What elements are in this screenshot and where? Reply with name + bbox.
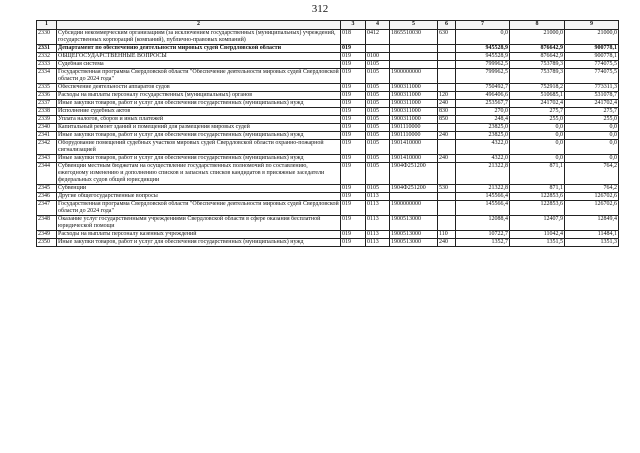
amount-year1-cell: 4322,0	[456, 140, 510, 155]
target-code-cell	[390, 61, 438, 69]
table-row	[37, 163, 619, 185]
amount-year3-cell: 126702,6	[565, 201, 619, 216]
section-code-cell	[366, 45, 390, 53]
section-code-cell: 0105	[366, 100, 390, 108]
table-row	[37, 92, 619, 100]
expense-type-cell	[438, 140, 456, 155]
amount-year3-cell: 255,0	[565, 116, 619, 124]
target-code-cell: 1904Ф251200	[390, 163, 438, 185]
row-name-cell: Государственная программа Свердловской области "Обеспечение деятельности мировых судей Свердловской области до 2024 года"	[58, 69, 339, 82]
amount-year2-cell: 0,0	[510, 140, 565, 155]
target-code-cell: 1900311000	[390, 116, 438, 124]
row-number-cell: 2342	[37, 140, 57, 155]
amount-year1-cell: 945528,9	[456, 45, 510, 53]
amount-year2-cell: 752918,2	[510, 84, 565, 92]
target-code-cell: 1901110000	[390, 124, 438, 132]
table-row	[37, 216, 619, 231]
target-code-cell: 1900311000	[390, 92, 438, 100]
target-code-cell: 1900513000	[390, 239, 438, 247]
amount-year3-cell: 0,0	[565, 140, 619, 155]
expense-type-cell: 630	[438, 30, 456, 45]
amount-year3-cell: 126702,6	[565, 193, 619, 201]
column-header: 7	[456, 21, 510, 30]
amount-year1-cell: 0,0	[456, 30, 510, 45]
row-name-cell: Уплата налогов, сборов и иных платежей	[57, 116, 341, 124]
row-number-cell: 2347	[37, 201, 57, 216]
amount-year2-cell: 11042,4	[510, 231, 565, 239]
row-number-cell: 2346	[37, 193, 57, 201]
column-header: 8	[510, 21, 565, 30]
column-header: 9	[565, 21, 619, 30]
ministry-code-cell: 019	[341, 155, 366, 163]
column-header: 6	[438, 21, 456, 30]
amount-year2-cell: 876642,9	[510, 45, 565, 53]
target-code-cell: 1900513000	[390, 216, 438, 231]
amount-year1-cell: 253567,7	[456, 100, 510, 108]
amount-year3-cell: 12849,4	[565, 216, 619, 231]
table-row	[37, 201, 619, 216]
amount-year2-cell: 753789,3	[510, 61, 565, 69]
amount-year1-cell: 23825,0	[456, 132, 510, 140]
amount-year2-cell: 122853,6	[510, 193, 565, 201]
ministry-code-cell: 019	[341, 132, 366, 140]
target-code-cell: 1901110000	[390, 132, 438, 140]
expense-type-cell	[438, 124, 456, 132]
table-row	[37, 124, 619, 132]
row-name-cell: Другие общегосударственные вопросы	[57, 193, 341, 201]
amount-year1-cell: 799962,5	[456, 69, 510, 84]
row-name-cell: Иные закупки товаров, работ и услуг для обеспечения государственных (муниципальных) нужд	[57, 132, 341, 140]
row-name-cell: Иные закупки товаров, работ и услуг для обеспечения государственных (муниципальных) нужд	[57, 100, 341, 108]
page-number: 312	[311, 3, 329, 15]
amount-year2-cell: 275,7	[510, 108, 565, 116]
amount-year2-cell: 241702,4	[510, 100, 565, 108]
row-number-cell: 2330	[37, 30, 57, 45]
column-header: 1	[37, 21, 57, 30]
ministry-code-cell: 019	[341, 69, 366, 84]
amount-year1-cell: 248,4	[456, 116, 510, 124]
ministry-code-cell: 019	[341, 163, 366, 185]
amount-year1-cell: 496406,6	[456, 92, 510, 100]
column-header: 2	[57, 21, 341, 30]
section-code-cell: 0105	[366, 155, 390, 163]
section-code-cell: 0113	[366, 193, 390, 201]
ministry-code-cell: 018	[341, 30, 366, 45]
table-row	[37, 140, 619, 155]
section-code-cell: 0105	[366, 92, 390, 100]
table-row	[37, 155, 619, 163]
expense-type-cell	[438, 216, 456, 231]
table-row	[37, 45, 619, 53]
target-code-cell: 1900311000	[390, 100, 438, 108]
section-code-cell: 0105	[366, 124, 390, 132]
amount-year1-cell: 10722,7	[456, 231, 510, 239]
amount-year3-cell: 11484,1	[565, 231, 619, 239]
row-number-cell: 2345	[37, 185, 57, 193]
table-row	[37, 231, 619, 239]
target-code-cell: 1900311000	[390, 84, 438, 92]
section-code-cell: 0113	[366, 216, 390, 231]
amount-year2-cell: 0,0	[510, 124, 565, 132]
target-code-cell: 1900000000	[390, 69, 438, 84]
target-code-cell	[390, 53, 438, 61]
row-name-cell: Судебная система	[57, 61, 341, 69]
amount-year3-cell: 275,7	[565, 108, 619, 116]
row-name-cell: Субвенции местным бюджетам на осуществление государственных полномочий по составлению, ежегодному изменению и дополнению списков и запасных списков кандидатов в присяжные заседатели федеральных судов общей юрисдикции	[57, 163, 341, 185]
amount-year2-cell: 510685,1	[510, 92, 565, 100]
amount-year2-cell: 12407,9	[510, 216, 565, 231]
target-code-cell: 1901410000	[390, 155, 438, 163]
row-name-cell: Оборудование помещений судебных участков мировых судей Свердловской области охранно-пожарной сигнализацией	[57, 140, 341, 155]
table-row	[37, 100, 619, 108]
row-name-cell: Расходы на выплаты персоналу казенных учреждений	[57, 231, 341, 239]
row-number-cell: 2332	[37, 53, 57, 61]
section-code-cell: 0105	[366, 108, 390, 116]
row-number-cell: 2338	[37, 108, 57, 116]
amount-year1-cell: 1352,7	[456, 239, 510, 247]
amount-year1-cell: 750492,7	[456, 84, 510, 92]
section-code-cell: 0113	[366, 239, 390, 247]
amount-year1-cell: 12088,4	[456, 216, 510, 231]
row-number-cell: 2348	[37, 216, 57, 231]
ministry-code-cell: 019	[341, 124, 366, 132]
amount-year2-cell: 21000,0	[510, 30, 565, 45]
section-code-cell: 0105	[366, 132, 390, 140]
row-number-cell: 2336	[37, 92, 57, 100]
table-row	[37, 61, 619, 69]
expense-type-cell: 530	[438, 185, 456, 193]
table-row	[37, 193, 619, 201]
table-body	[37, 30, 619, 247]
section-code-cell: 0105	[366, 163, 390, 185]
ministry-code-cell: 019	[341, 100, 366, 108]
column-header: 4	[366, 21, 390, 30]
expense-type-cell: 240	[438, 239, 456, 247]
row-name-cell: Оказание услуг государственными учреждениями Свердловской области в сфере оказания бесплатной юридической помощи	[57, 216, 341, 231]
section-code-cell: 0100	[366, 53, 390, 61]
row-name-cell: Иные закупки товаров, работ и услуг для обеспечения государственных (муниципальных) нужд	[57, 239, 341, 247]
amount-year1-cell: 145566,4	[456, 193, 510, 201]
amount-year2-cell: 0,0	[510, 155, 565, 163]
target-code-cell: 1900513000	[390, 231, 438, 239]
expense-type-cell	[438, 193, 456, 201]
section-code-cell: 0105	[366, 140, 390, 155]
section-code-cell: 0105	[366, 84, 390, 92]
amount-year3-cell: 0,0	[565, 155, 619, 163]
ministry-code-cell: 019	[341, 193, 366, 201]
table-header-row	[37, 21, 619, 30]
ministry-code-cell: 019	[341, 116, 366, 124]
target-code-cell	[390, 193, 438, 201]
expense-type-cell	[438, 201, 456, 216]
row-name-cell: Обеспечение деятельности аппаратов судов	[57, 84, 341, 92]
amount-year2-cell: 1351,5	[510, 239, 565, 247]
amount-year1-cell: 4322,0	[456, 155, 510, 163]
amount-year1-cell: 270,0	[456, 108, 510, 116]
ministry-code-cell: 019	[341, 108, 366, 116]
expense-type-cell	[438, 163, 456, 185]
amount-year1-cell: 799962,5	[456, 61, 510, 69]
amount-year1-cell: 21322,8	[456, 163, 510, 185]
amount-year1-cell: 23825,0	[456, 124, 510, 132]
row-number-cell: 2349	[37, 231, 57, 239]
expense-type-cell	[438, 53, 456, 61]
section-code-cell: 0113	[366, 231, 390, 239]
amount-year2-cell: 753789,3	[510, 69, 565, 84]
amount-year3-cell: 1351,3	[565, 239, 619, 247]
ministry-code-cell: 019	[341, 92, 366, 100]
expense-type-cell	[438, 69, 456, 84]
table-row	[37, 69, 619, 84]
row-number-cell: 2344	[37, 163, 57, 185]
row-number-cell: 2334	[37, 69, 57, 84]
row-name-cell: Капитальный ремонт зданий и помещений для размещения мировых судей	[57, 124, 341, 132]
row-name-cell: Государственная программа Свердловской области "Обеспечение деятельности мировых судей Свердловской области до 2024 года"	[58, 201, 339, 214]
row-number-cell: 2333	[37, 61, 57, 69]
column-header: 3	[341, 21, 366, 30]
table-row	[37, 185, 619, 193]
target-code-cell: 1904Ф251200	[390, 185, 438, 193]
amount-year2-cell: 871,1	[510, 185, 565, 193]
expense-type-cell: 240	[438, 132, 456, 140]
column-header: 5	[390, 21, 438, 30]
amount-year3-cell: 764,2	[565, 163, 619, 185]
target-code-cell: 1900000000	[390, 201, 438, 216]
ministry-code-cell: 019	[341, 239, 366, 247]
ministry-code-cell: 019	[341, 216, 366, 231]
amount-year2-cell: 122853,6	[510, 201, 565, 216]
row-name-cell: ОБЩЕГОСУДАРСТВЕННЫЕ ВОПРОСЫ	[57, 53, 341, 61]
amount-year2-cell: 876642,9	[510, 53, 565, 61]
amount-year3-cell: 774075,5	[565, 69, 619, 84]
section-code-cell: 0105	[366, 185, 390, 193]
target-code-cell: 1900311000	[390, 108, 438, 116]
target-code-cell: 1865510030	[390, 30, 438, 45]
section-code-cell: 0412	[366, 30, 390, 45]
amount-year1-cell: 945528,9	[456, 53, 510, 61]
table-row	[37, 239, 619, 247]
ministry-code-cell: 019	[341, 61, 366, 69]
amount-year3-cell: 900778,1	[565, 45, 619, 53]
ministry-code-cell: 019	[341, 45, 366, 53]
amount-year3-cell: 0,0	[565, 124, 619, 132]
expense-type-cell: 850	[438, 116, 456, 124]
ministry-code-cell: 019	[341, 140, 366, 155]
row-number-cell: 2335	[37, 84, 57, 92]
expense-type-cell: 830	[438, 108, 456, 116]
ministry-code-cell: 019	[341, 231, 366, 239]
row-number-cell: 2340	[37, 124, 57, 132]
section-code-cell: 0105	[366, 69, 390, 84]
amount-year3-cell: 241702,4	[565, 100, 619, 108]
section-code-cell: 0113	[366, 201, 390, 216]
amount-year3-cell: 764,2	[565, 185, 619, 193]
amount-year2-cell: 0,0	[510, 132, 565, 140]
row-number-cell: 2350	[37, 239, 57, 247]
row-name-cell: Департамент по обеспечению деятельности мировых судей Свердловской области	[57, 45, 341, 53]
amount-year3-cell: 900778,1	[565, 53, 619, 61]
amount-year3-cell: 0,0	[565, 132, 619, 140]
ministry-code-cell: 019	[341, 185, 366, 193]
expense-type-cell: 240	[438, 155, 456, 163]
row-name-cell: Субвенции	[57, 185, 341, 193]
ministry-code-cell: 019	[341, 201, 366, 216]
amount-year1-cell: 21322,8	[456, 185, 510, 193]
expense-type-cell: 110	[438, 231, 456, 239]
table-row	[37, 116, 619, 124]
section-code-cell: 0105	[366, 116, 390, 124]
row-number-cell: 2341	[37, 132, 57, 140]
amount-year3-cell: 21000,0	[565, 30, 619, 45]
row-name-cell: Иные закупки товаров, работ и услуг для обеспечения государственных (муниципальных) нужд	[57, 155, 341, 163]
row-number-cell: 2331	[37, 45, 57, 53]
amount-year3-cell: 773311,3	[565, 84, 619, 92]
amount-year1-cell: 145566,4	[456, 201, 510, 216]
amount-year2-cell: 255,0	[510, 116, 565, 124]
table-row	[37, 132, 619, 140]
budget-table	[36, 20, 619, 247]
row-name-cell: Субсидии некоммерческим организациям (за исключением государственных (муниципальных) учреждений, государственных корпораций (компаний), публично-правовых компаний)	[57, 30, 341, 45]
table-row	[37, 53, 619, 61]
row-name-cell: Расходы на выплаты персоналу государственных (муниципальных) органов	[57, 92, 341, 100]
table-row	[37, 108, 619, 116]
expense-type-cell	[438, 45, 456, 53]
row-number-cell: 2337	[37, 100, 57, 108]
amount-year3-cell: 774075,5	[565, 61, 619, 69]
amount-year3-cell: 531078,7	[565, 92, 619, 100]
row-name-cell: Исполнение судебных актов	[57, 108, 341, 116]
table-row	[37, 30, 619, 45]
target-code-cell: 1901410000	[390, 140, 438, 155]
amount-year2-cell: 871,1	[510, 163, 565, 185]
expense-type-cell	[438, 61, 456, 69]
ministry-code-cell: 019	[341, 84, 366, 92]
target-code-cell	[390, 45, 438, 53]
table-row	[37, 84, 619, 92]
row-number-cell: 2343	[37, 155, 57, 163]
expense-type-cell: 240	[438, 100, 456, 108]
expense-type-cell: 120	[438, 92, 456, 100]
expense-type-cell	[438, 84, 456, 92]
row-number-cell: 2339	[37, 116, 57, 124]
section-code-cell: 0105	[366, 61, 390, 69]
ministry-code-cell: 019	[341, 53, 366, 61]
